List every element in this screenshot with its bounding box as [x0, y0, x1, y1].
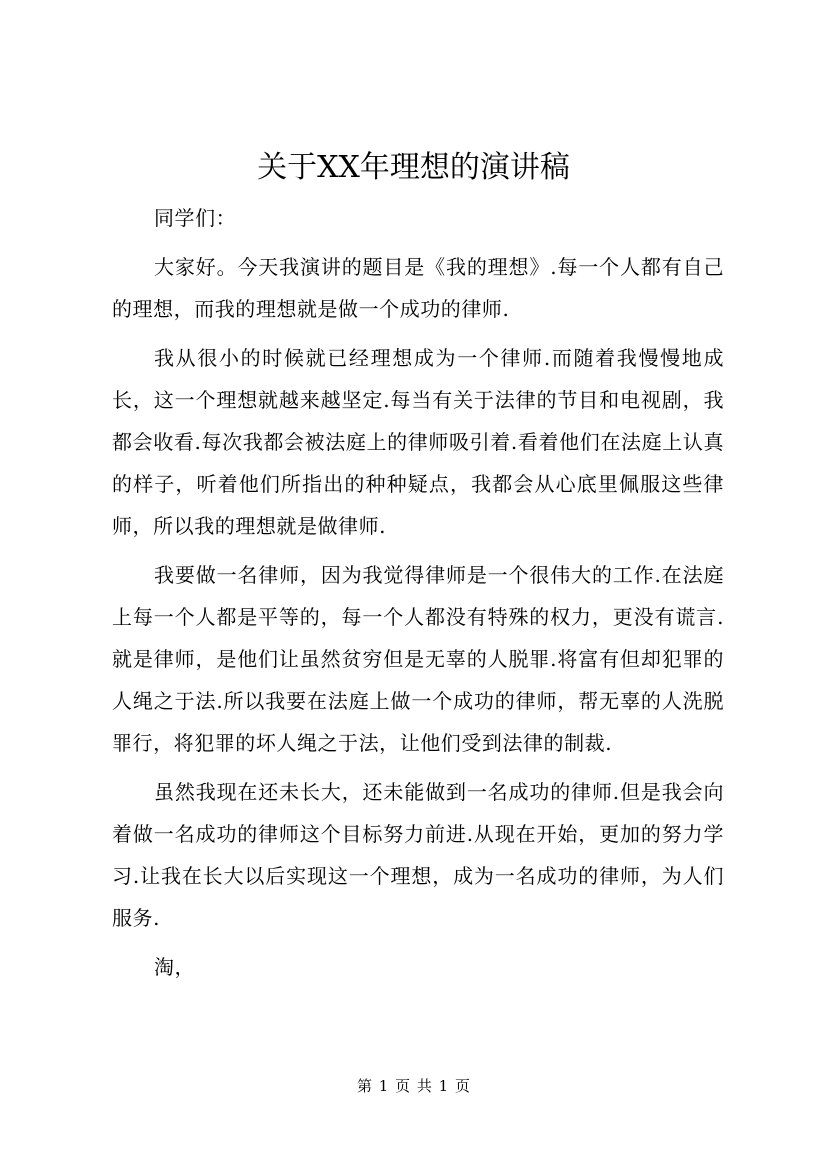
document-body — [112, 197, 724, 995]
page-footer: 第 1 页 共 1 页 — [357, 1077, 470, 1095]
document-title: 关于XX年理想的演讲稿 — [257, 150, 570, 185]
paragraph-greeting: 同学们： — [154, 206, 237, 230]
paragraph-reason: 我要做一名律师，因为我觉得律师是一个很伟大的工作.在法庭上每一个人都是平等的，每一个人都没有特殊的权力，更没有谎言.就是律师，是他们让虽然贫穷但是无辜的人脱罪.将富有但却犯罪的人绳之于法.所以我要在法庭上做一个成功的律师，帮无辜的人洗脱罪行，将犯罪的坏人绳之于法，让他们受到法律的制裁. — [112, 563, 724, 755]
paragraph-closing: 淘， — [154, 955, 196, 979]
paragraph-goal: 虽然我现在还未长大，还未能做到一名成功的律师.但是我会向着做一名成功的律师这个目标努力前进.从现在开始，更加的努力学习.让我在长大以后实现这一个理想，成为一名成功的律师，为人们服务. — [112, 780, 724, 930]
paragraph-intro: 大家好。今天我演讲的题目是《我的理想》.每一个人都有自己的理想，而我的理想就是做一个成功的律师. — [112, 255, 724, 321]
paragraph-childhood: 我从很小的时候就已经理想成为一个律师.而随着我慢慢地成长，这一个理想就越来越坚定.每当有关于法律的节目和电视剧，我都会收看.每次我都会被法庭上的律师吸引着.看着他们在法庭上认真的样子，听着他们所指出的种种疑点，我都会从心底里佩服这些律师，所以我的理想就是做律师. — [112, 346, 724, 538]
